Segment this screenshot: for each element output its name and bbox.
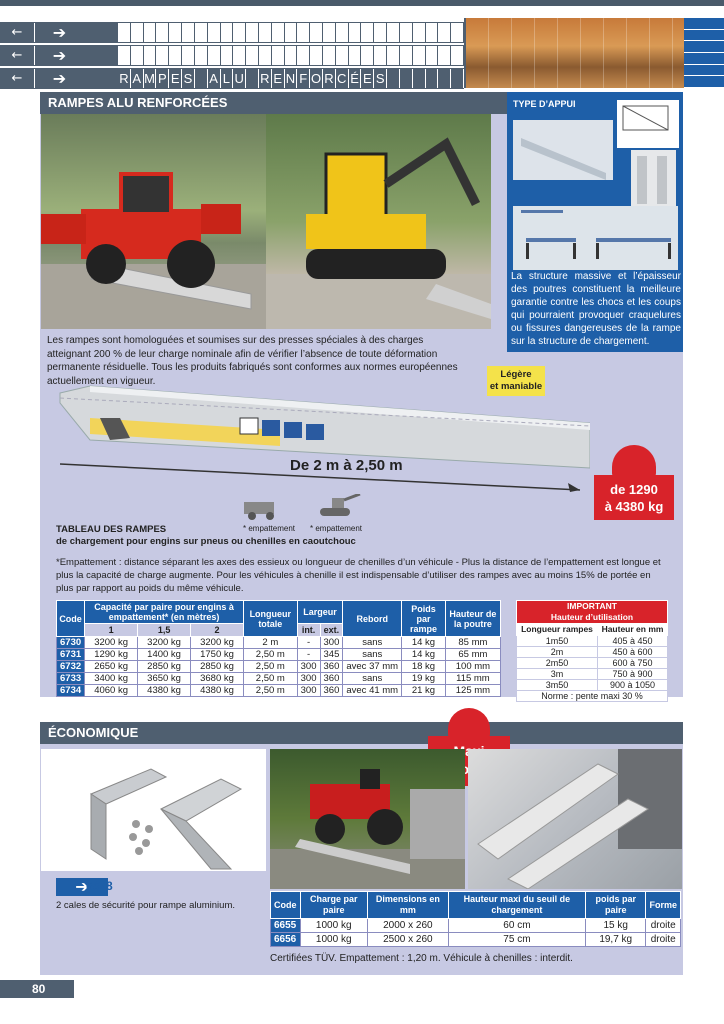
title-letter: L: [221, 69, 234, 88]
type-appui-label: TYPE D’APPUI: [513, 99, 576, 109]
title-letter: M: [144, 71, 155, 86]
table-row: [517, 647, 668, 658]
support-diagram: [511, 98, 681, 273]
table-cell: sans: [343, 673, 402, 685]
table-cell: 3m50: [517, 680, 598, 691]
table-cell: 3200 kg: [138, 637, 191, 649]
ramp-table-title: [56, 524, 356, 548]
table-cell: 345: [320, 649, 343, 661]
excavator-photo: [266, 114, 491, 329]
table-row: [517, 636, 668, 647]
capacity-badge-line: à 4380 kg: [604, 499, 664, 514]
length-label: De 2 m à 2,50 m: [290, 457, 403, 474]
col-header: Poids par rampe: [402, 601, 446, 637]
title-letter: S: [374, 69, 387, 88]
table-cell: 900 à 1050: [598, 680, 668, 691]
norme-note: Norme : pente maxi 30 %: [517, 691, 668, 702]
table-cell: -: [297, 649, 320, 661]
table-row: [57, 649, 501, 661]
col-header: Capacité par paire pour engins à empattement* (en mètres): [85, 601, 244, 624]
table-cell: 2650 kg: [85, 661, 138, 673]
title-letter: F: [297, 69, 310, 88]
product-code-cell: 6656: [271, 933, 301, 947]
product-code-cell: 6655: [271, 919, 301, 933]
table-cell: 300: [320, 637, 343, 649]
table-row: [271, 919, 681, 933]
table-row: [271, 933, 681, 947]
nav-row-2[interactable]: [0, 45, 118, 66]
col-header: Code: [271, 892, 301, 919]
table-cell: 1m50: [517, 636, 598, 647]
product-code-cell: 6733: [57, 673, 85, 685]
table-cell: 65 mm: [445, 649, 500, 661]
table-cell: 450 à 600: [598, 647, 668, 658]
table-cell: avec 37 mm: [343, 661, 402, 673]
table-cell: 360: [320, 673, 343, 685]
sub-header: int.: [297, 624, 320, 637]
light-badge-line: Légère: [500, 369, 532, 380]
forward-arrow-icon[interactable]: ➔: [34, 23, 84, 42]
table-cell: 15 kg: [586, 919, 646, 933]
forward-arrow-icon[interactable]: ➔: [34, 69, 84, 88]
table-cell: 75 cm: [448, 933, 585, 947]
product-code-cell: 6731: [57, 649, 85, 661]
title-letter: O: [311, 71, 322, 86]
table-cell: 3680 kg: [191, 673, 244, 685]
side-index-tab: [684, 18, 724, 88]
back-arrow-icon[interactable]: ←: [11, 71, 23, 86]
title-letter: N: [285, 69, 298, 88]
ramp-table-title-line: de chargement pour engins sur pneus ou chenilles en caoutchouc: [56, 536, 356, 547]
important-subtitle-text: Hauteur d’utilisation: [550, 612, 634, 622]
title-letter: U: [233, 69, 246, 88]
table-cell: 21 kg: [402, 685, 446, 697]
title-letter: E: [361, 69, 374, 88]
title-letter: E: [272, 69, 285, 88]
loader-photo: [41, 114, 266, 329]
col-header: Code: [57, 601, 85, 637]
table-cell: 3650 kg: [138, 673, 191, 685]
table-cell: 3200 kg: [191, 637, 244, 649]
table-cell: 85 mm: [445, 637, 500, 649]
col-header: Longueur rampes: [517, 624, 598, 636]
col-header: poids par paire: [586, 892, 646, 919]
light-ramps-photo: [468, 749, 682, 889]
table-cell: 125 mm: [445, 685, 500, 697]
title-letter: R: [118, 69, 131, 88]
table-cell: 360: [320, 685, 343, 697]
table-cell: -: [297, 637, 320, 649]
back-arrow-icon[interactable]: ←: [11, 25, 23, 40]
capacity-badge: [594, 445, 674, 520]
table-cell: 4380 kg: [138, 685, 191, 697]
product-code: 6678: [86, 879, 113, 893]
col-header: Rebord: [343, 601, 402, 637]
col-header: Hauteur maxi du seuil de chargement: [448, 892, 585, 919]
important-title-text: IMPORTANT: [567, 601, 617, 611]
table-cell: 1400 kg: [138, 649, 191, 661]
section-title-grid: [118, 68, 464, 89]
sub-header: 2: [191, 624, 244, 637]
table-cell: 300: [297, 661, 320, 673]
table-cell: 14 kg: [402, 649, 446, 661]
table-cell: 2m: [517, 647, 598, 658]
intro-paragraph: Les rampes sont homologuées et soumises sur des presses spéciales à des charges atteignant 200 % de leur charge nominale afin de vérifier l’absence de toute déformation permanente résiduelle. Tous les produits fabriqués sont conformes aux normes européennes actuellement en vigueur.: [47, 335, 458, 387]
capacity-badge-line: de 1290: [610, 482, 658, 497]
table-cell: 2m50: [517, 658, 598, 669]
table-cell: sans: [343, 637, 402, 649]
col-header: Hauteur de la poutre: [445, 601, 500, 637]
top-rule: [0, 0, 724, 6]
table-row: [517, 658, 668, 669]
table-cell: 750 à 900: [598, 669, 668, 680]
table-cell: 405 à 450: [598, 636, 668, 647]
nav-row-3[interactable]: [0, 68, 118, 89]
table-cell: 19,7 kg: [586, 933, 646, 947]
ramp-spec-table: [56, 600, 501, 697]
sub-header: 1: [85, 624, 138, 637]
safety-chocks-photo: [41, 749, 266, 871]
col-header: Hauteur en mm: [598, 624, 668, 636]
tractor-photo: [270, 749, 465, 889]
table-cell: 1000 kg: [300, 919, 367, 933]
col-header: Longueur totale: [244, 601, 298, 637]
certification-note: Certifiées TÜV. Empattement : 1,20 m. Véhicule à chenilles : interdit.: [270, 953, 573, 964]
title-letter: A: [208, 69, 221, 88]
title-letter: C: [336, 69, 349, 88]
title-letter: E: [169, 69, 182, 88]
table-cell: 3200 kg: [85, 637, 138, 649]
table-cell: 1000 kg: [300, 933, 367, 947]
title-letter: A: [131, 69, 144, 88]
table-cell: droite: [646, 919, 681, 933]
table-cell: 14 kg: [402, 637, 446, 649]
back-arrow-icon[interactable]: ←: [11, 48, 23, 63]
nav-row-1[interactable]: [0, 22, 118, 43]
table-cell: 3400 kg: [85, 673, 138, 685]
table-cell: 19 kg: [402, 673, 446, 685]
page-number: 80: [0, 980, 74, 998]
title-letter: P: [156, 69, 169, 88]
title-letter: É: [349, 69, 362, 88]
ramp-table-title-line: TABLEAU DES RAMPES: [56, 524, 167, 535]
col-header: Forme: [646, 892, 681, 919]
table-cell: 4380 kg: [191, 685, 244, 697]
title-letter: R: [323, 69, 336, 88]
nav-grid-2: [118, 45, 464, 66]
light-badge-line: et maniable: [489, 381, 543, 392]
title-letter: S: [182, 69, 195, 88]
product-code-cell: 6730: [57, 637, 85, 649]
table-cell: 115 mm: [445, 673, 500, 685]
economy-ramp-table: [270, 891, 681, 947]
title-letter: R: [259, 69, 272, 88]
table-cell: 2,50 m: [244, 649, 298, 661]
table-cell: 18 kg: [402, 661, 446, 673]
empattement-note: * empattement: [243, 524, 296, 533]
sub-header: 1,5: [138, 624, 191, 637]
table-row: [57, 661, 501, 673]
table-cell: 2500 x 260: [367, 933, 448, 947]
col-header: Charge par paire: [300, 892, 367, 919]
desert-photo-strip: [464, 18, 684, 88]
table-row: [57, 673, 501, 685]
table-cell: 1750 kg: [191, 649, 244, 661]
col-header: Largeur: [297, 601, 343, 624]
light-badge: [487, 366, 545, 396]
section-title: ÉCONOMIQUE: [40, 722, 683, 744]
table-cell: 100 mm: [445, 661, 500, 673]
type-appui-text: La structure massive et l’épaisseur des poutres constituent la meilleure garantie contre les chocs et les coups qui pourraient provoquer craquelures ou fissures dangereuses de la rampe sur la structure de chargement.: [511, 271, 681, 347]
table-cell: 360: [320, 661, 343, 673]
forward-arrow-icon[interactable]: ➔: [34, 46, 84, 65]
table-cell: avec 41 mm: [343, 685, 402, 697]
table-row: [517, 669, 668, 680]
table-cell: 60 cm: [448, 919, 585, 933]
table-cell: sans: [343, 649, 402, 661]
important-table: [516, 600, 668, 702]
table-cell: droite: [646, 933, 681, 947]
title-letter: [246, 69, 259, 88]
table-cell: 2850 kg: [138, 661, 191, 673]
nav-grid-1: [118, 22, 464, 43]
table-cell: 1290 kg: [85, 649, 138, 661]
sub-header: ext.: [320, 624, 343, 637]
type-appui-panel: [507, 92, 683, 352]
table-row: [57, 637, 501, 649]
table-cell: 2,50 m: [244, 673, 298, 685]
cales-description: 2 cales de sécurité pour rampe aluminium.: [56, 900, 236, 911]
table-cell: 3m: [517, 669, 598, 680]
table-cell: 600 à 750: [598, 658, 668, 669]
empattement-note: * empattement: [310, 524, 363, 533]
col-header: Dimensions en mm: [367, 892, 448, 919]
table-cell: 300: [297, 673, 320, 685]
table-cell: 2 m: [244, 637, 298, 649]
empattement-note-paragraph: *Empattement : distance séparant les axes des essieux ou longueur de chenilles d’un véhicule - Plus la distance de l’empattement est longue et plus la capacité de charge augmente. Pour les véhicules à chenille il est indispensable d’utiliser des rampes avec au moins 15% de portée en plus par rapport au poids du même véhicule.: [56, 557, 661, 594]
table-cell: 300: [297, 685, 320, 697]
table-cell: 2,50 m: [244, 661, 298, 673]
important-title: [517, 601, 668, 624]
table-cell: 4060 kg: [85, 685, 138, 697]
product-code-cell: 6732: [57, 661, 85, 673]
title-letter: [195, 69, 208, 88]
code-arrow-icon: ➔: [56, 878, 108, 896]
product-code-cell: 6734: [57, 685, 85, 697]
table-row: [57, 685, 501, 697]
table-cell: 2850 kg: [191, 661, 244, 673]
table-row: [517, 680, 668, 691]
table-cell: 2,50 m: [244, 685, 298, 697]
table-cell: 2000 x 260: [367, 919, 448, 933]
section-title: RAMPES ALU RENFORCÉES: [40, 92, 507, 114]
